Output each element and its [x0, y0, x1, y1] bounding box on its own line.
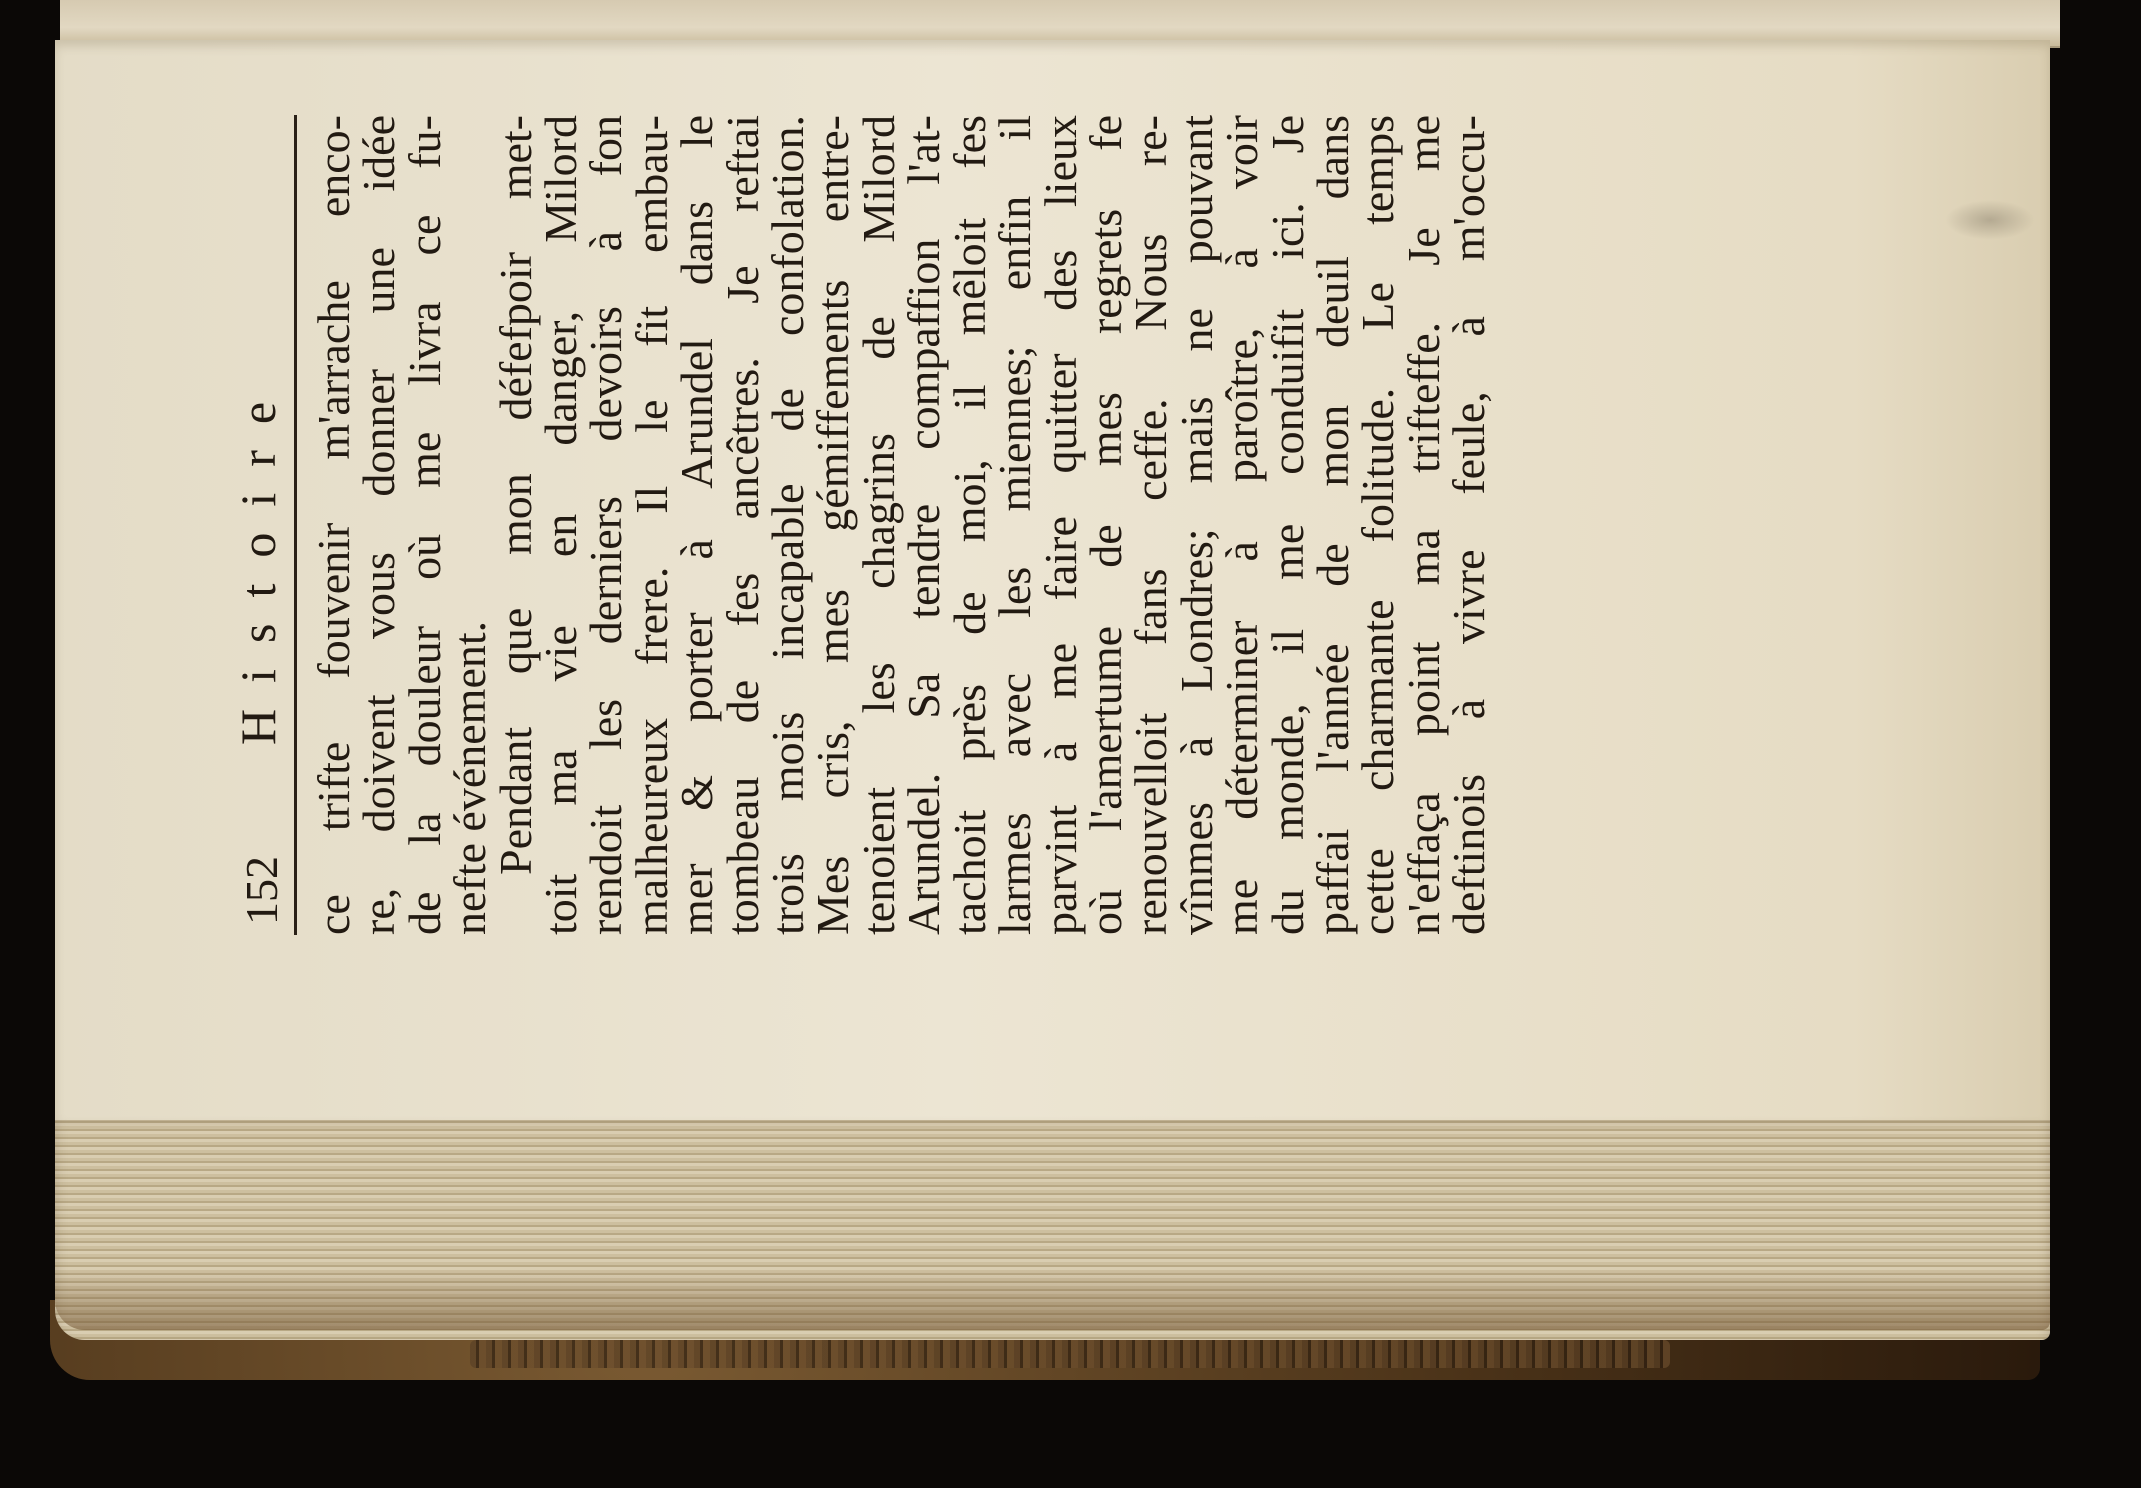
text-line: paffai l'année de mon deuil dans — [1306, 115, 1358, 935]
text-line: mer & porter à Arundel dans le — [671, 115, 723, 935]
text-line: Pendant que mon défefpoir met- — [489, 115, 541, 875]
text-line: nefte événement. — [444, 620, 496, 935]
text-line: Mes cris, mes gémiffements entre- — [807, 115, 859, 935]
text-line: cette charmante folitude. Le temps — [1352, 115, 1404, 935]
text-line: malheureux frere. Il le fit embau- — [625, 115, 677, 935]
text-line: de la douleur où me livra ce fu- — [398, 115, 450, 935]
text-line: du monde, il me conduifit ici. Je — [1261, 115, 1313, 935]
text-line: trois mois incapable de confolation. — [762, 115, 814, 935]
text-line: rendoit les derniers devoirs à fon — [580, 115, 632, 935]
text-line: me déterminer à paroître, à voir — [1216, 115, 1268, 935]
text-line: tachoit près de moi, il mêloit fes — [943, 115, 995, 935]
text-line: larmes avec les miennes; enfin il — [989, 115, 1041, 935]
text-line: n'effaça point ma trifteffe. Je me — [1397, 115, 1449, 935]
text-line: tombeau de fes ancêtres. Je reftai — [716, 115, 768, 935]
text-line: deftinois à vivre feule, à m'occu- — [1443, 115, 1495, 935]
text-block — [230, 115, 1750, 935]
text-line: renouvelloit fans ceffe. Nous re- — [1125, 115, 1177, 935]
text-line: re, doivent vous donner une idée — [353, 115, 405, 935]
text-line: Arundel. Sa tendre compaffion l'at- — [898, 115, 950, 935]
text-line: toit ma vie en danger, Milord — [535, 115, 587, 935]
running-head: Histoire — [230, 375, 286, 745]
text-line: où l'amertume de mes regrets fe — [1079, 115, 1131, 935]
text-line: tenoient les chagrins de Milord — [852, 115, 904, 935]
page-number: 152 — [236, 856, 287, 925]
text-line: ce trifte fouvenir m'arrache enco- — [308, 115, 359, 935]
text-line: parvint à me faire quitter des lieux — [1034, 115, 1086, 935]
text-line: vînmes à Londres; mais ne pouvant — [1170, 115, 1222, 935]
page-header — [230, 115, 297, 935]
